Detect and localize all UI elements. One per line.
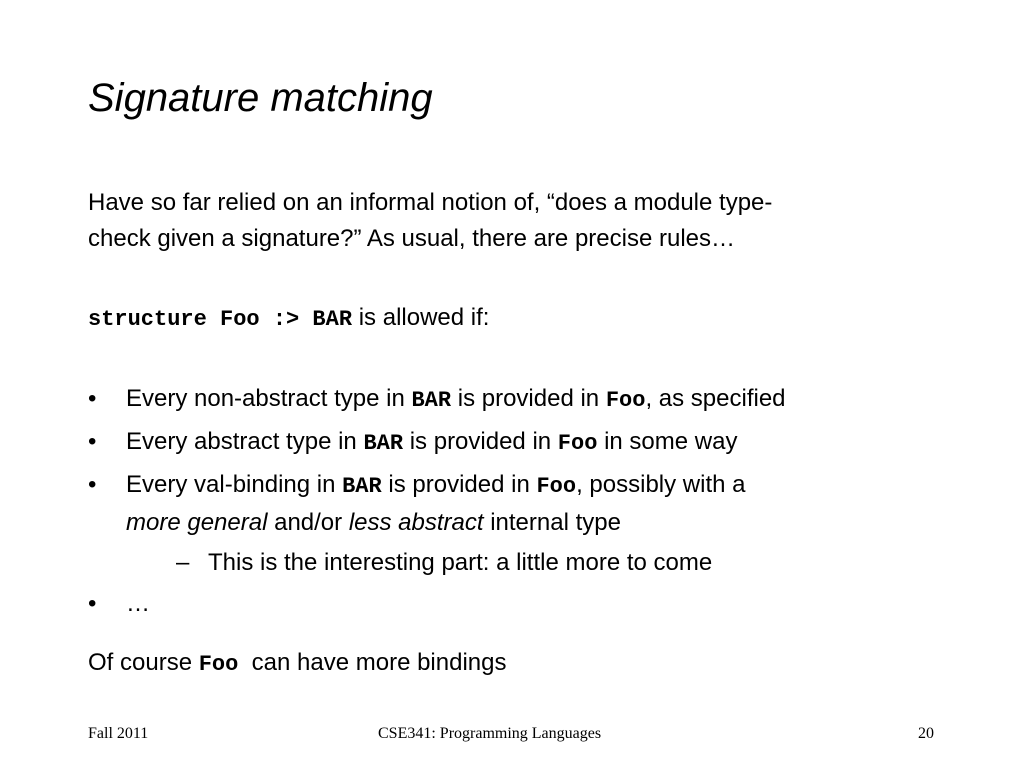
bullet-text: Every abstract type in — [126, 428, 364, 455]
signature-code: structure Foo :> BAR — [88, 307, 353, 332]
bullet-text: is provided in — [403, 428, 558, 455]
signature-statement — [88, 300, 489, 338]
list-item — [88, 381, 786, 419]
sub-bullet-text: This is the interesting part: a little more to come — [208, 549, 713, 576]
bullet-text: internal type — [483, 509, 621, 536]
bullet-text: , possibly with a — [576, 471, 746, 498]
footer-course: CSE341: Programming Languages — [378, 725, 602, 742]
bullet-text: and/or — [267, 509, 349, 536]
slide-title: Signature matching — [88, 76, 433, 120]
rules-list — [88, 381, 786, 622]
bullet-text: in some way — [597, 428, 738, 455]
italic-text: less abstract — [348, 509, 484, 536]
code-foo: Foo — [605, 388, 646, 413]
dash-marker: – — [176, 549, 190, 576]
bullet-text: Every val-binding in — [126, 471, 343, 498]
closing-text: Of course — [88, 649, 199, 676]
intro-line-1: Have so far relied on an informal notion of, “does a module type- — [88, 189, 773, 216]
code-foo: Foo — [198, 652, 239, 677]
sub-list-item — [126, 545, 786, 581]
code-bar: BAR — [342, 474, 382, 499]
bullet-marker: • — [88, 590, 97, 617]
code-bar: BAR — [411, 388, 452, 413]
code-bar: BAR — [363, 431, 404, 456]
code-foo: Foo — [536, 474, 577, 499]
bullet-text: … — [126, 590, 150, 617]
closing-statement — [88, 645, 507, 683]
bullet-marker: • — [88, 385, 97, 412]
closing-text: can have more bindings — [238, 649, 507, 676]
intro-line-2: check given a signature?” As usual, there are precise rules… — [88, 225, 736, 252]
signature-text: is allowed if: — [352, 304, 490, 331]
list-item — [88, 467, 786, 581]
bullet-text: is provided in — [381, 471, 537, 498]
bullet-marker: • — [88, 428, 97, 455]
bullet-marker: • — [88, 471, 97, 498]
bullet-text: Every non-abstract type in — [126, 385, 412, 412]
bullet-text: is provided in — [451, 385, 606, 412]
code-foo: Foo — [557, 431, 598, 456]
intro-paragraph — [88, 185, 772, 257]
italic-text: more general — [126, 509, 268, 536]
footer-date: Fall 2011 — [88, 725, 149, 742]
bullet-text: , as specified — [645, 385, 786, 412]
list-item — [88, 424, 786, 462]
footer-page-number: 20 — [918, 725, 934, 742]
list-item — [88, 586, 786, 622]
